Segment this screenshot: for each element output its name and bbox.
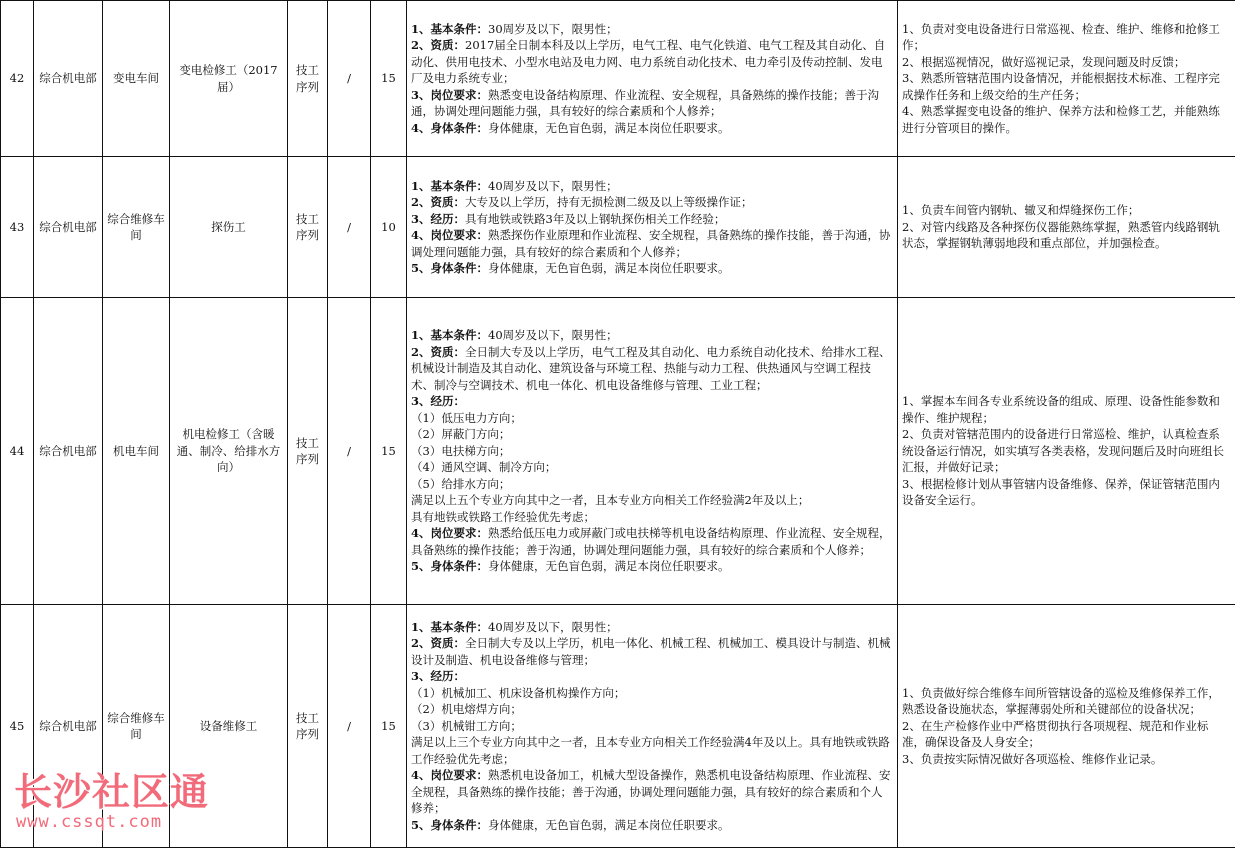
requirement-key: 4、身体条件： <box>411 121 488 135</box>
requirement-key: 5、身体条件： <box>411 261 488 275</box>
requirement-key: 1、基本条件： <box>411 179 488 193</box>
requirement-line <box>411 178 893 195</box>
requirement-text: 身体健康，无色盲色弱，满足本岗位任职要求。 <box>488 261 730 275</box>
requirement-key: 3、经历： <box>411 669 465 683</box>
requirement-key: 1、基本条件： <box>411 328 488 342</box>
requirement-line <box>411 37 893 87</box>
requirement-key: 5、身体条件： <box>411 559 488 573</box>
position-cell: 机电检修工（含暖通、制冷、给排水方向） <box>170 298 288 605</box>
requirement-line <box>411 525 893 558</box>
requirement-text: 40周岁及以下，限男性； <box>488 328 618 342</box>
requirement-line <box>411 701 893 718</box>
sequence-cell: 技工序列 <box>288 298 328 605</box>
duties-cell <box>898 1 1235 157</box>
headcount-cell: 10 <box>371 157 407 298</box>
duty-line: 1、负责做好综合维修车间所管辖设备的巡检及维修保养工作，熟悉设备设施状态，掌握薄弱处所和关键部位的设备状况； <box>902 685 1231 718</box>
watermark <box>14 772 209 832</box>
requirement-key: 4、岗位要求： <box>411 228 488 242</box>
duty-line: 3、负责按实际情况做好各项巡检、维修作业记录。 <box>902 751 1231 768</box>
requirement-text: （5）给排水方向； <box>411 477 510 491</box>
requirement-line <box>411 476 893 493</box>
requirements-cell <box>407 298 898 605</box>
requirement-text: 熟悉给低压电力或屏蔽门或电扶梯等机电设备结构原理、作业流程、安全规程，具备熟练的操作技能；善于沟通，协调处理问题能力强，具有较好的综合素质和个人修养； <box>411 526 891 557</box>
workshop-cell: 综合维修车间 <box>103 605 170 848</box>
duties-cell <box>898 605 1235 848</box>
requirement-line <box>411 718 893 735</box>
requirement-text: 满足以上三个专业方向其中之一者，且本专业方向相关工作经验满4年及以上。具有地铁或铁路工作经验优先考虑； <box>411 735 890 766</box>
requirement-key: 2、资质： <box>411 345 465 359</box>
requirements-cell <box>407 1 898 157</box>
requirement-line <box>411 211 893 228</box>
requirement-key: 3、经历： <box>411 212 465 226</box>
department-cell: 综合机电部 <box>34 157 103 298</box>
requirement-text: 全日制大专及以上学历，电气工程及其自动化、电力系统自动化技术、给排水工程、机械设计制造及其自动化、建筑设备与环境工程、热能与动力工程、供热通风与空调工程技术、制冷与空调技术、机电一体化、机电设备维修与管理、工业工程； <box>411 345 891 392</box>
requirement-key: 3、岗位要求： <box>411 88 488 102</box>
requirements-cell <box>407 157 898 298</box>
duty-line: 3、熟悉所管辖范围内设备情况，并能根据技术标准、工程序完成操作任务和上级交给的生产任务； <box>902 70 1231 103</box>
headcount-cell: 15 <box>371 298 407 605</box>
requirement-text: 30周岁及以下，限男性； <box>488 22 618 36</box>
workshop-cell: 变电车间 <box>103 1 170 157</box>
requirement-text: 身体健康，无色盲色弱，满足本岗位任职要求。 <box>488 121 730 135</box>
requirement-key: 4、岗位要求： <box>411 526 488 540</box>
workshop-cell: 综合维修车间 <box>103 157 170 298</box>
watermark-title: 长沙社区通 <box>14 772 209 812</box>
requirement-text: 熟悉机电设备加工，机械大型设备操作，熟悉机电设备结构原理、作业流程、安全规程，具备熟练的操作技能；善于沟通，协调处理问题能力强，具有较好的综合素质和个人修养； <box>411 768 891 815</box>
requirement-line <box>411 492 893 509</box>
sequence-cell: 技工序列 <box>288 157 328 298</box>
headcount-cell: 15 <box>371 605 407 848</box>
requirement-text: 2017届全日制本科及以上学历，电气工程、电气化铁道、电气工程及其自动化、自动化、供用电技术、小型水电站及电力网、电力系统自动化技术、电力牵引及传动控制、发电厂及电力系统专业； <box>411 38 885 85</box>
requirement-text: 40周岁及以下，限男性； <box>488 620 618 634</box>
requirement-line <box>411 619 893 636</box>
requirement-line <box>411 260 893 277</box>
department-cell: 综合机电部 <box>34 605 103 848</box>
requirement-key: 1、基本条件： <box>411 620 488 634</box>
row-number-cell: 44 <box>1 298 34 605</box>
requirement-text: （1）机械加工、机床设备机构操作方向； <box>411 686 625 700</box>
duty-line: 1、负责车间管内钢轨、辙叉和焊缝探伤工作； <box>902 202 1231 219</box>
requirement-line <box>411 120 893 137</box>
requirement-line <box>411 344 893 394</box>
requirement-text: （4）通风空调、制冷方向； <box>411 460 556 474</box>
slash-cell: / <box>328 157 371 298</box>
requirement-text: 具有地铁或铁路3年及以上钢轨探伤相关工作经验； <box>465 212 725 226</box>
duties-cell <box>898 157 1235 298</box>
requirement-text: 熟悉变电设备结构原理、作业流程、安全规程，具备熟练的操作技能；善于沟通，协调处理问题能力强，具有较好的综合素质和个人修养； <box>411 88 879 119</box>
duties-cell <box>898 298 1235 605</box>
requirement-line <box>411 685 893 702</box>
slash-cell: / <box>328 1 371 157</box>
requirement-text: （1）低压电力方向； <box>411 411 522 425</box>
sequence-cell: 技工序列 <box>288 1 328 157</box>
duty-line: 2、根据巡视情况，做好巡视记录，发现问题及时反馈； <box>902 54 1231 71</box>
requirement-line <box>411 87 893 120</box>
requirement-line <box>411 194 893 211</box>
requirement-text: 40周岁及以下，限男性； <box>488 179 618 193</box>
requirement-text: 身体健康，无色盲色弱，满足本岗位任职要求。 <box>488 818 730 832</box>
requirement-line <box>411 393 893 410</box>
requirement-line <box>411 410 893 427</box>
duty-line: 1、负责对变电设备进行日常巡视、检查、维护、维修和抢修工作； <box>902 21 1231 54</box>
requirement-key: 5、身体条件： <box>411 818 488 832</box>
requirement-line <box>411 767 893 817</box>
requirement-line <box>411 443 893 460</box>
position-cell: 探伤工 <box>170 157 288 298</box>
department-cell: 综合机电部 <box>34 298 103 605</box>
requirement-text: （2）屏蔽门方向； <box>411 427 510 441</box>
headcount-cell: 15 <box>371 1 407 157</box>
requirement-text: 具有地铁或铁路工作经验优先考虑； <box>411 510 595 524</box>
watermark-url: www.cssqt.com <box>16 812 209 832</box>
duty-line: 4、熟悉掌握变电设备的维护、保养方法和检修工艺，并能熟练进行分管项目的操作。 <box>902 103 1231 136</box>
table-row <box>1 157 1235 298</box>
requirement-key: 3、经历： <box>411 394 465 408</box>
requirement-text: 熟悉探伤作业原理和作业流程、安全规程，具备熟练的操作技能，善于沟通，协调处理问题能力强，具有较好的综合素质和个人修养； <box>411 228 891 259</box>
requirement-text: （3）电扶梯方向； <box>411 444 510 458</box>
row-number-cell: 45 <box>1 605 34 848</box>
requirement-line <box>411 459 893 476</box>
requirement-key: 1、基本条件： <box>411 22 488 36</box>
requirements-cell <box>407 605 898 848</box>
row-number-cell: 43 <box>1 157 34 298</box>
position-cell: 设备维修工 <box>170 605 288 848</box>
requirement-key: 2、资质： <box>411 195 465 209</box>
table-row <box>1 298 1235 605</box>
requirement-line <box>411 668 893 685</box>
duty-line: 1、掌握本车间各专业系统设备的组成、原理、设备性能参数和操作、维护规程； <box>902 393 1231 426</box>
requirement-text: 全日制大专及以上学历，机电一体化、机械工程、机械加工、模具设计与制造、机械设计及制造、机电设备维修与管理； <box>411 636 891 667</box>
requirement-line <box>411 21 893 38</box>
slash-cell: / <box>328 298 371 605</box>
requirement-line <box>411 426 893 443</box>
duty-line: 3、根据检修计划从事管辖内设备维修、保养，保证管辖范围内设备安全运行。 <box>902 476 1231 509</box>
requirement-key: 2、资质： <box>411 38 465 52</box>
duty-line: 2、对管内线路及各种探伤仪器能熟练掌握，熟悉管内线路钢轨状态，掌握钢轨薄弱地段和重点部位，并加强检查。 <box>902 219 1231 252</box>
requirement-text: （3）机械钳工方向； <box>411 719 522 733</box>
requirement-line <box>411 734 893 767</box>
requirement-line <box>411 817 893 834</box>
duty-line: 2、在生产检修作业中严格贯彻执行各项规程、规范和作业标准，确保设备及人身安全； <box>902 718 1231 751</box>
requirement-line <box>411 558 893 575</box>
department-cell: 综合机电部 <box>34 1 103 157</box>
requirement-text: （2）机电熔焊方向； <box>411 702 522 716</box>
requirement-line <box>411 327 893 344</box>
requirement-text: 满足以上五个专业方向其中之一者，且本专业方向相关工作经验满2年及以上； <box>411 493 809 507</box>
slash-cell: / <box>328 605 371 848</box>
row-number-cell: 42 <box>1 1 34 157</box>
requirement-text: 身体健康，无色盲色弱，满足本岗位任职要求。 <box>488 559 730 573</box>
requirement-key: 4、岗位要求： <box>411 768 488 782</box>
sequence-cell: 技工序列 <box>288 605 328 848</box>
duty-line: 2、负责对管辖范围内的设备进行日常巡检、维护，认真检查系统设备运行情况，如实填写各类表格，发现问题后及时向班组长汇报，并做好记录； <box>902 426 1231 476</box>
workshop-cell: 机电车间 <box>103 298 170 605</box>
requirement-line <box>411 635 893 668</box>
position-cell: 变电检修工（2017届） <box>170 1 288 157</box>
table-row <box>1 1 1235 157</box>
requirement-line <box>411 509 893 526</box>
requirement-text: 大专及以上学历，持有无损检测二级及以上等级操作证； <box>465 195 753 209</box>
requirement-key: 2、资质： <box>411 636 465 650</box>
requirement-line <box>411 227 893 260</box>
